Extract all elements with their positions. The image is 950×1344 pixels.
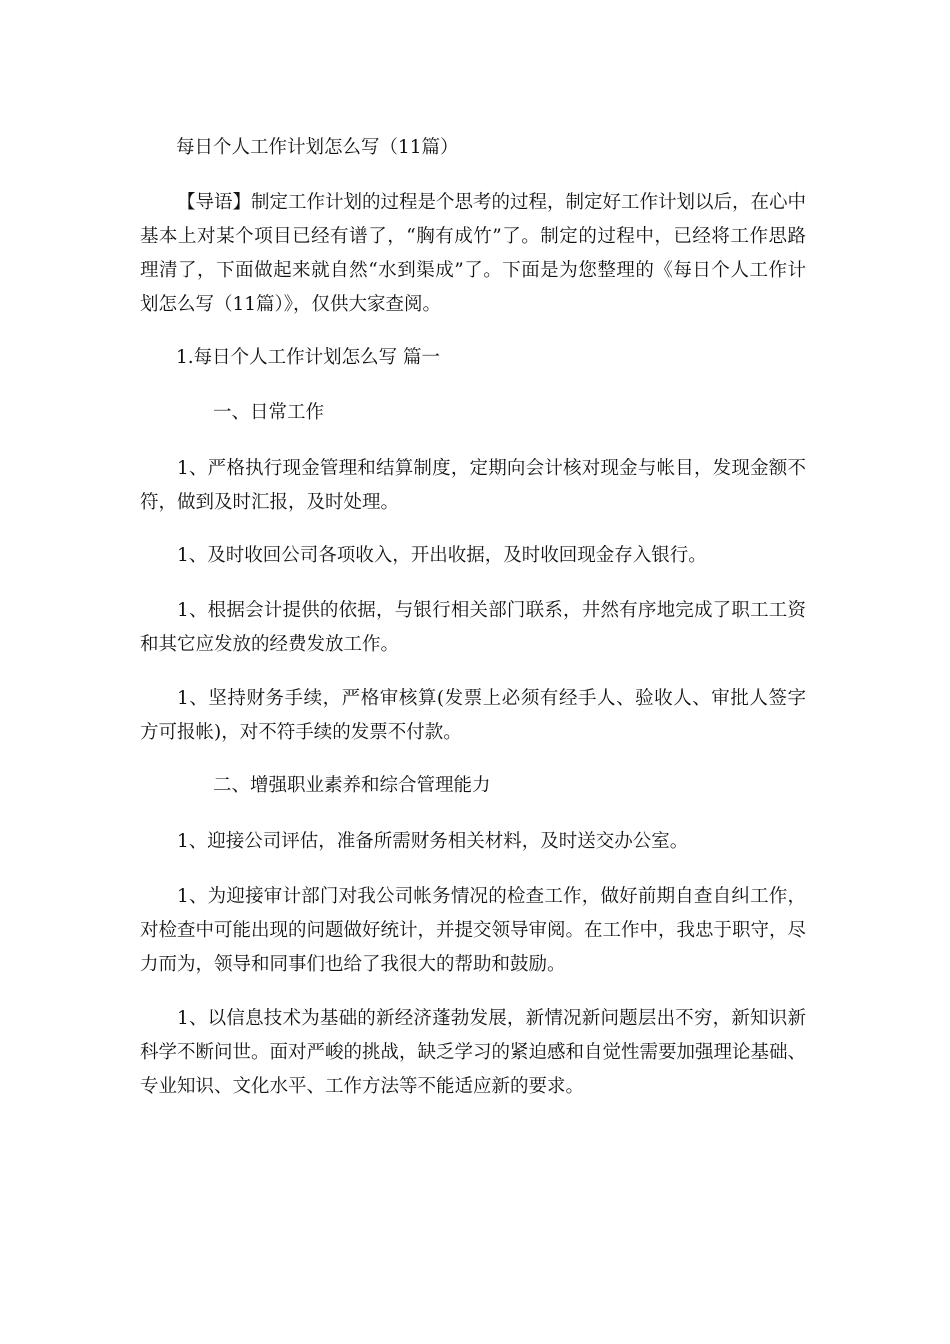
paragraph-item: 1、坚持财务手续，严格审核算(发票上必须有经手人、验收人、审批人签字方可报帐)，对不符手续的发票不付款。: [140, 688, 806, 743]
paragraph-item: 1、根据会计提供的依据，与银行相关部门联系，井然有序地完成了职工工资和其它应发放的经费发放工作。: [140, 600, 806, 655]
paragraph-item: 1、及时收回公司各项收入，开出收据，及时收回现金存入银行。: [177, 545, 707, 566]
section-heading: 1.每日个人工作计划怎么写 篇一: [176, 347, 441, 368]
paragraph-item: 1、严格执行现金管理和结算制度，定期向会计核对现金与帐目，发现金额不符，做到及时汇报，及时处理。: [140, 458, 806, 513]
paragraph-item: 1、为迎接审计部门对我公司帐务情况的检查工作，做好前期自查自纠工作，对检查中可能出现的问题做好统计，并提交领导审阅。在工作中，我忠于职守，尽力而为，领导和同事们也给了我很大的帮助和鼓励。: [140, 886, 807, 975]
sub-heading-professional: 二、增强职业素养和综合管理能力: [213, 775, 491, 796]
intro-paragraph: 【导语】制定工作计划的过程是个思考的过程，制定好工作计划以后，在心中基本上对某个项目已经有谱了，“胸有成竹”了。制定的过程中，已经将工作思路理清了，下面做起来就自然“水到渠成”了。下面是为您整理的《每日个人工作计划怎么写（11篇）》，仅供大家查阅。: [140, 192, 807, 315]
document-title: 每日个人工作计划怎么写（11篇）: [176, 137, 459, 158]
paragraph-item: 1、以信息技术为基础的新经济蓬勃发展，新情况新问题层出不穷，新知识新科学不断问世。面对严峻的挑战，缺乏学习的紧迫感和自觉性需要加强理论基础、专业知识、文化水平、工作方法等不能适应新的要求。: [140, 1008, 807, 1097]
paragraph-item: 1、迎接公司评估，准备所需财务相关材料，及时送交办公室。: [177, 831, 689, 852]
sub-heading-daily-work: 一、日常工作: [213, 402, 325, 423]
